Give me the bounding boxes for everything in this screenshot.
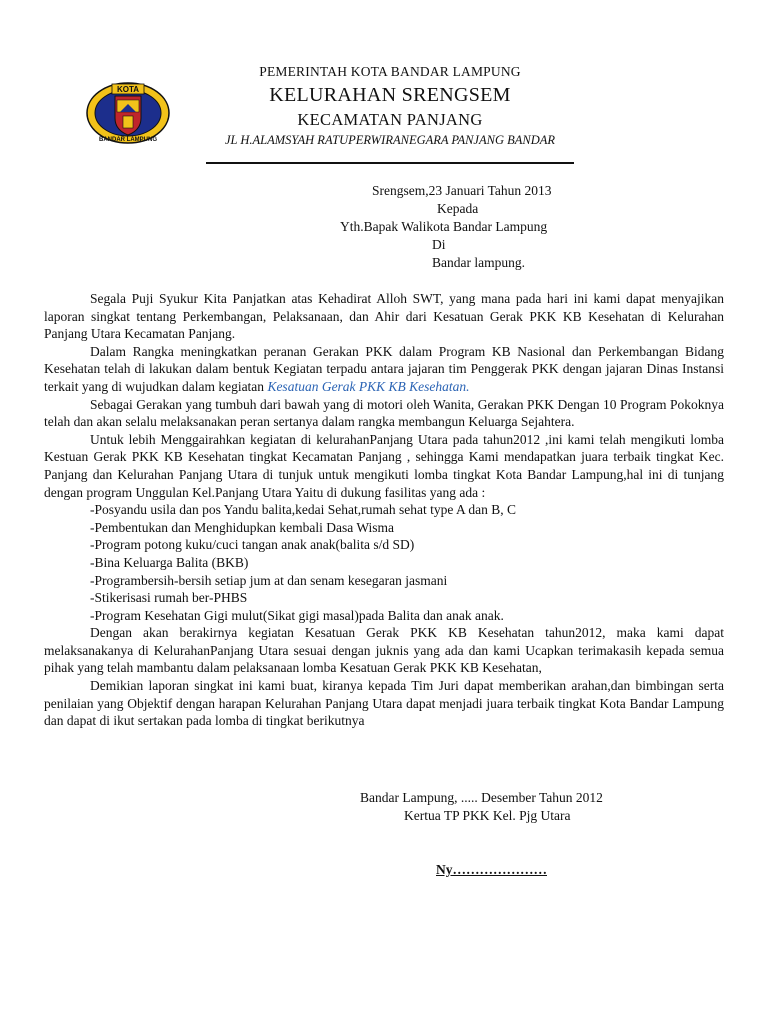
list-item: -Stikerisasi rumah ber-PHBS (90, 590, 248, 606)
paragraph-movement: Sebagai Gerakan yang tumbuh dari bawah yang di motori oleh Wanita, Gerakan PKK Dengan 10 Program Pokoknya telah dan akan selalu melaksanakan peran sertanya dalam rangka membangun Keluarga Sejahtera. (44, 396, 724, 430)
list-item: -Bina Keluarga Balita (BKB) (90, 554, 249, 570)
paragraph-competition: Untuk lebih Menggairahkan kegiatan di kelurahanPanjang Utara pada tahun2012 ,ini kami telah mengikuti lomba Kestuan Gerak PKK KB Kesehatan tingkat Kecamatan Panjang , sehingga Kami mendapatkan juara terbaik tingkat Kec. Panjang dan Kelurahan Panjang Utara di tunjuk untuk mengikuti lomba tingkat Kota Bandar Lampung,hal ini di tunjang dengan program Unggulan Kel.Panjang Utara Yaitu di dukung fasilitas yang ada : (44, 431, 724, 500)
logo-top-text: KOTA (116, 85, 140, 94)
letterhead-divider (206, 162, 574, 164)
paragraph-thanks: Dengan akan berakirnya kegiatan Kesatuan Gerak PKK KB Kesehatan tahun2012, maka kami dapat melaksanakanya di KelurahanPanjang Utara sesuai dengan juknis yang ada dan kami Ucapkan terimakasih kepada semua pihak yang telah mambantu dalam pelaksanaan lomba Kesatuan Gerak PKK KB Kesehatan, (44, 625, 724, 676)
list-item: -Pembentukan dan Menghidupkan kembali Dasa Wisma (90, 519, 395, 535)
list-item: -Program Kesehatan Gigi mulut(Sikat gigi masal)pada Balita dan anak anak. (90, 607, 504, 623)
logo-bottom-text: BANDAR LAMPUNG (99, 137, 157, 143)
addressee-city: Bandar lampung. (432, 255, 525, 270)
letterhead-government: PEMERINTAH KOTA BANDAR LAMPUNG (259, 64, 521, 79)
list-item: -Program potong kuku/cuci tangan anak anak(balita s/d SD) (90, 537, 415, 553)
list-item: -Programbersih-bersih setiap jum at dan senam kesegaran jasmani (90, 572, 448, 588)
facilities-list (44, 501, 724, 624)
letterhead-office: KELURAHAN SRENGSEM (269, 84, 511, 106)
letter-place-date: Srengsem,23 Januari Tahun 2013 (372, 183, 552, 198)
letter-body (44, 290, 724, 730)
signer-name: Ny………………… (436, 862, 547, 877)
paragraph-program (44, 343, 724, 396)
paragraph-opening: Segala Puji Syukur Kita Panjatkan atas Kehadirat Alloh SWT, yang mana pada hari ini kami dapat menyajikan laporan singkat tentang Perkembangan, Pelaksanaan, dan Ahir dari Kesatuan Gerak PKK KB Kesehatan di Kelurahan Panjang Utara Kecamatan Panjang. (44, 291, 724, 342)
addressee-label: Kepada (437, 201, 479, 216)
list-item: -Posyandu usila dan pos Yandu balita,kedai Sehat,rumah sehat type A dan B, C (90, 502, 516, 518)
highlight-activity-name: Kesatuan Gerak PKK KB Kesehatan. (267, 378, 470, 394)
addressee-recipient: Yth.Bapak Walikota Bandar Lampung (340, 219, 548, 234)
letterhead-district: KECAMATAN PANJANG (297, 110, 483, 129)
paragraph-closing: Demikian laporan singkat ini kami buat, kiranya kepada Tim Juri dapat memberikan arahan,dan bimbingan serta penilaian yang Objektif dengan harapan Kelurahan Panjang Utara dapat menjadi juara terbaik tingkat Kota Bandar Lampung dan dapat di ikut sertakan pada lomba di tingkat berikutnya (44, 678, 724, 729)
closing-place-date: Bandar Lampung, ..... Desember Tahun 2012 (360, 790, 603, 805)
paragraph-program-text: Dalam Rangka meningkatkan peranan Gerakan PKK dalam Program KB Nasional dan Perkembangan Bidang Kesehatan telah di lakukan dalam bentuk Kegiatan terpadu antara jajaran tim Penggerak PKK dengan jajaran Dinas Instansi terkait yang di wujudkan dalam kegiatan (44, 343, 724, 394)
addressee-at: Di (432, 237, 446, 252)
signer-title: Kertua TP PKK Kel. Pjg Utara (404, 808, 571, 823)
letterhead-address: JL H.ALAMSYAH RATUPERWIRANEGARA PANJANG BANDAR (225, 133, 555, 147)
